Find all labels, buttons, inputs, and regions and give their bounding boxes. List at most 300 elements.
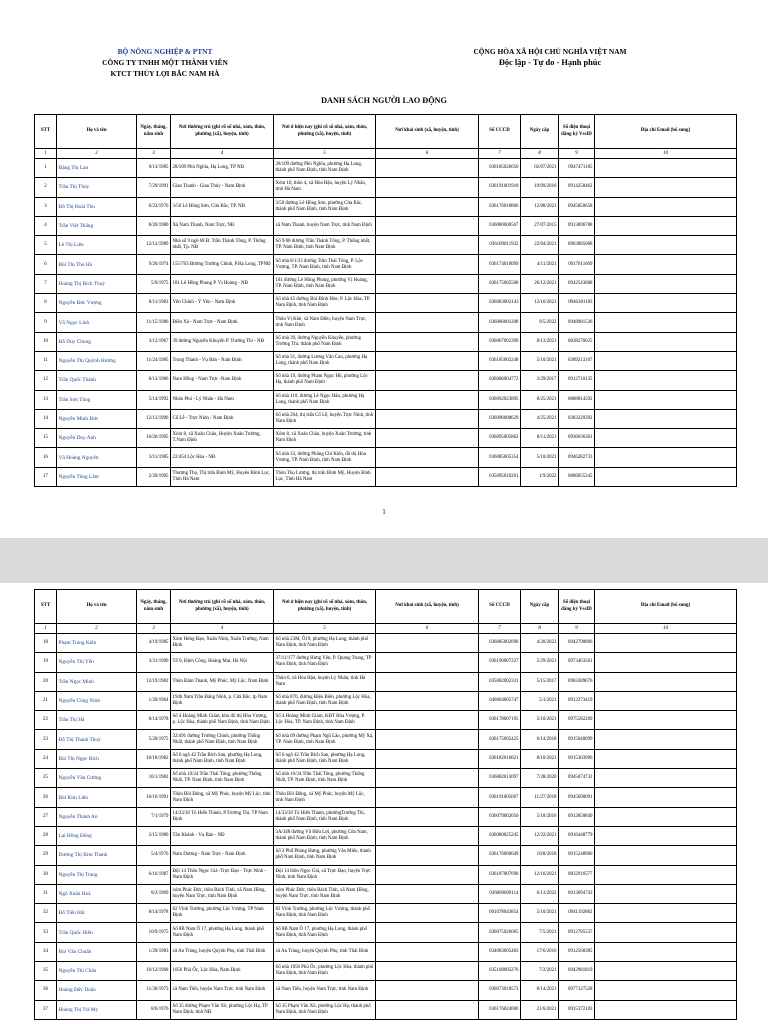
table-row bbox=[35, 826, 737, 845]
id-card-number: 036174010099 bbox=[479, 255, 521, 274]
column-number-row bbox=[35, 624, 737, 634]
table-row bbox=[35, 448, 737, 467]
email-address bbox=[595, 634, 737, 653]
column-number: 3 bbox=[137, 624, 171, 634]
id-card-number: 036095005862 bbox=[479, 429, 521, 448]
employee-name: Đỗ Duy Chung bbox=[57, 332, 137, 351]
row-number: 22 bbox=[35, 711, 57, 730]
permanent-address: 82 Vĩnh Trường, phường Lộc Vượng, TP Nam Định bbox=[171, 904, 274, 923]
table-row bbox=[35, 274, 737, 293]
birth-date: 2/15/1980 bbox=[137, 826, 171, 845]
issue-date: 26/12/2021 bbox=[521, 274, 559, 293]
organization-header bbox=[40, 46, 290, 79]
table-row bbox=[35, 313, 737, 332]
current-address: Số nhà 264, thị trấn Cổ Lễ, huyện Trực Ninh, tỉnh Nam Định bbox=[274, 409, 376, 428]
permanent-address: Nhân Phú - Lý Nhân - Hà Nam bbox=[171, 390, 274, 409]
table-row bbox=[35, 807, 737, 826]
birth-date: 12/12/1989 bbox=[137, 236, 171, 255]
table-row bbox=[35, 371, 737, 390]
birth-date: 6/16/1987 bbox=[137, 865, 171, 884]
column-header: Số CCCD bbox=[479, 590, 521, 624]
permanent-address: xã Nam Tiến, huyện Nam Trực, tỉnh Nam Định bbox=[171, 981, 274, 1000]
permanent-address: 32/491 đường Trường Chinh, phường Thống Nhất, thành phố Nam Định, tỉnh Nam Định bbox=[171, 730, 274, 749]
vssid-phone: 0913094743 bbox=[559, 884, 595, 903]
birth-date: 3/12/1967 bbox=[137, 332, 171, 351]
row-number: 4 bbox=[35, 216, 57, 235]
birth-date: 5/9/1975 bbox=[137, 274, 171, 293]
issue-date: 5/18/2016 bbox=[521, 807, 559, 826]
birth-date: 10/12/1968 bbox=[137, 962, 171, 981]
row-number: 20 bbox=[35, 672, 57, 691]
current-address: Số 2 Phố Phúng Hưng, phường Văn Miếu, thành phố Nam Định, tỉnh Nam Định bbox=[274, 846, 376, 865]
permanent-address: Xóm Hưng Đạo, Xuân Ninh, Xuân Trường, Nam Định bbox=[171, 634, 274, 653]
issue-date: 12/22/2021 bbox=[521, 826, 559, 845]
birthplace bbox=[376, 691, 479, 710]
issue-date: 6/14/2018 bbox=[521, 730, 559, 749]
row-number: 9 bbox=[35, 313, 57, 332]
current-address: Số nhà 39, đường Nguyễn Khuyến, phường Trường Thi, thành phố Nam Định bbox=[274, 332, 376, 351]
column-header: Nơi thường trú (ghi rõ số nhà, xóm, thôn, phường (xã), huyện, tỉnh) bbox=[171, 115, 274, 149]
vssid-phone: 0977127528 bbox=[559, 981, 595, 1000]
employee-name: Nguyễn Thành An bbox=[57, 807, 137, 826]
issue-date: 7/2/2021 bbox=[521, 962, 559, 981]
vssid-phone: 0946282733 bbox=[559, 448, 595, 467]
permanent-address: Giao Thanh - Giao Thủy - Nam Định bbox=[171, 178, 274, 197]
birth-date: 5/4/1976 bbox=[137, 846, 171, 865]
column-number: 1 bbox=[35, 624, 57, 634]
current-address: Số 8B Nam Ô 17, phường Hạ Long, thành phố Nam Định, tỉnh Nam Định bbox=[274, 923, 376, 942]
id-card-number: 036082013097 bbox=[479, 769, 521, 788]
current-address: Số nhà 870, đường Điện Biên, phường Lộc Hòa, thành phố Nam Định, tỉnh Nam Định bbox=[274, 691, 376, 710]
row-number: 28 bbox=[35, 826, 57, 845]
id-card-number: 035095010261 bbox=[479, 467, 521, 486]
email-address bbox=[595, 826, 737, 845]
column-number: 2 bbox=[57, 149, 137, 159]
birth-date: 6/23/1976 bbox=[137, 197, 171, 216]
employee-name: Đỗ Thị Hoài Thu bbox=[57, 197, 137, 216]
birth-date: 8/11/1983 bbox=[137, 294, 171, 313]
birth-date: 12/19/1982 bbox=[137, 672, 171, 691]
birthplace bbox=[376, 274, 479, 293]
issue-date: 7/28/2020 bbox=[521, 769, 559, 788]
vssid-phone: 0915040099 bbox=[559, 730, 595, 749]
row-number: 25 bbox=[35, 769, 57, 788]
current-address: Thôn 6, xã Hòa Hậu, huyện Lý Nhân, tỉnh Hà Nam bbox=[274, 672, 376, 691]
vssid-phone: 0963885068 bbox=[559, 236, 595, 255]
employee-name: Trần Ngọc Minh bbox=[57, 672, 137, 691]
permanent-address: 14/33/30 Tô Hiến Thành, P.Trường Thi, TP Nam Định bbox=[171, 807, 274, 826]
column-header: Nơi khai sinh (xã, huyện, tỉnh) bbox=[376, 115, 479, 149]
vssid-phone: 0912785537 bbox=[559, 923, 595, 942]
current-address: 181 đường Lê Hồng Phong, phường Vị Hoàng, TP. Nam Định, tỉnh Nam Định bbox=[274, 274, 376, 293]
vssid-phone: 0917611669 bbox=[559, 255, 595, 274]
vssid-phone: 0975582269 bbox=[559, 711, 595, 730]
column-header: Ngày, tháng, năm sinh bbox=[137, 590, 171, 624]
employee-name: Dương Thị Kim Thanh bbox=[57, 846, 137, 865]
column-number-row bbox=[35, 149, 737, 159]
employee-name: Nguyễn Công Ninh bbox=[57, 691, 137, 710]
email-address bbox=[595, 274, 737, 293]
email-address bbox=[595, 981, 737, 1000]
id-card-number: 036080000567 bbox=[479, 216, 521, 235]
column-number: 9 bbox=[559, 149, 595, 159]
column-number: 10 bbox=[595, 149, 737, 159]
birthplace bbox=[376, 409, 479, 428]
row-number: 8 bbox=[35, 294, 57, 313]
column-header: Số điện thoại đăng ký VssID bbox=[559, 115, 595, 149]
current-address: 3A/348 đường Vũ Hữu Lợi, phường Cửa Nam, thành phố Nam Định, tỉnh Nam Định bbox=[274, 826, 376, 845]
current-address: xã Nam Thanh, huyện Nam Trực, tỉnh Nam Định bbox=[274, 216, 376, 235]
table-header-row bbox=[35, 115, 737, 149]
row-number: 29 bbox=[35, 846, 57, 865]
birthplace bbox=[376, 216, 479, 235]
email-address bbox=[595, 749, 737, 768]
email-address bbox=[595, 371, 737, 390]
email-address bbox=[595, 448, 737, 467]
national-header bbox=[410, 46, 690, 68]
row-number: 15 bbox=[35, 429, 57, 448]
id-card-number: 035168005276 bbox=[479, 962, 521, 981]
birth-date: 2/20/1995 bbox=[137, 467, 171, 486]
vssid-phone: 0942543688 bbox=[559, 274, 595, 293]
birth-date: 1/20/1964 bbox=[137, 691, 171, 710]
issue-date: 21/6/2021 bbox=[521, 1000, 559, 1019]
employee-name: Phạm Trung Kiên bbox=[57, 634, 137, 653]
row-number: 7 bbox=[35, 274, 57, 293]
id-card-number: 036073018573 bbox=[479, 981, 521, 1000]
permanent-address: Thôn Đám Thanh, Mỹ Phúc, Mỹ Lộc, Nam Định bbox=[171, 672, 274, 691]
table-row bbox=[35, 178, 737, 197]
current-address: Thôn Bồi Đông, xã Mỹ Phúc, huyện Mỹ Lộc, tỉnh Nam Định bbox=[274, 788, 376, 807]
employee-name: Trần Sơn Tùng bbox=[57, 390, 137, 409]
row-number: 35 bbox=[35, 962, 57, 981]
current-address: Số nhà 8/1/33 đường Trần Thái Tông, P. Lộc Vượng, TP. Nam Định, tỉnh Nam Định bbox=[274, 255, 376, 274]
employee-name: Nguyễn Duy Anh bbox=[57, 429, 137, 448]
row-number: 33 bbox=[35, 923, 57, 942]
vssid-phone: 0942700866 bbox=[559, 634, 595, 653]
permanent-address: 39 đường Nguyễn Khuyến P. Trường Thi - NĐ bbox=[171, 332, 274, 351]
id-card-number: 036069009114 bbox=[479, 884, 521, 903]
table-row bbox=[35, 942, 737, 961]
birthplace bbox=[376, 904, 479, 923]
issue-date: 8/11/2021 bbox=[521, 429, 559, 448]
row-number: 10 bbox=[35, 332, 57, 351]
row-number: 34 bbox=[35, 942, 57, 961]
birth-date: 11/24/1985 bbox=[137, 351, 171, 370]
row-number: 26 bbox=[35, 788, 57, 807]
issue-date: 5/10/2021 bbox=[521, 904, 559, 923]
employee-name: Nguyễn Thị Trang bbox=[57, 865, 137, 884]
issue-date: 19/09/2016 bbox=[521, 178, 559, 197]
vssid-phone: 0945074732 bbox=[559, 769, 595, 788]
column-number: 9 bbox=[559, 624, 595, 634]
permanent-address: Yên Chính - Ý Yên - Nam Định bbox=[171, 294, 274, 313]
id-card-number: 036182016621 bbox=[479, 749, 521, 768]
page-number: 1 bbox=[382, 508, 386, 516]
employee-name: Trần Thị Hà bbox=[57, 711, 137, 730]
email-address bbox=[595, 236, 737, 255]
id-card-number: 034083005483 bbox=[479, 942, 521, 961]
birth-date: 12/13/1996 bbox=[137, 409, 171, 428]
column-header: Nơi ở hiện nay (ghi rõ số nhà, xóm, thôn, phường (xã), huyện, tỉnh) bbox=[274, 590, 376, 624]
email-address bbox=[595, 730, 737, 749]
row-number: 32 bbox=[35, 904, 57, 923]
email-address bbox=[595, 159, 737, 178]
employee-name: Lê Thị Liên bbox=[57, 236, 137, 255]
employee-name: Lại Hồng Đông bbox=[57, 826, 137, 845]
table-row bbox=[35, 865, 737, 884]
column-number: 4 bbox=[171, 624, 274, 634]
email-address bbox=[595, 962, 737, 981]
permanent-address: 181 Lê Hồng Phong P. Vị Hoàng - NĐ bbox=[171, 274, 274, 293]
birthplace bbox=[376, 371, 479, 390]
row-number: 3 bbox=[35, 197, 57, 216]
birthplace bbox=[376, 788, 479, 807]
table-row bbox=[35, 923, 737, 942]
employee-name: Hoàng Đức Doãn bbox=[57, 981, 137, 1000]
company-name-line1: CÔNG TY TNHH MỘT THÀNH VIÊN bbox=[102, 58, 228, 67]
table-row bbox=[35, 884, 737, 903]
birthplace bbox=[376, 769, 479, 788]
email-address bbox=[595, 332, 737, 351]
birth-date: 8/14/1978 bbox=[137, 904, 171, 923]
issue-date: 02/07/2021 bbox=[521, 159, 559, 178]
birthplace bbox=[376, 197, 479, 216]
table-row bbox=[35, 962, 737, 981]
employee-name: Nguyễn Minh Đức bbox=[57, 409, 137, 428]
email-address bbox=[595, 769, 737, 788]
current-address: xã An Tràng, huyện Quỳnh Phụ, tỉnh Thái Bình bbox=[274, 942, 376, 961]
table-row bbox=[35, 429, 737, 448]
vssid-phone: 0942981819 bbox=[559, 962, 595, 981]
id-card-number: 036085002696 bbox=[479, 634, 521, 653]
permanent-address: 22/454 Lộc Hòa - NĐ bbox=[171, 448, 274, 467]
vssid-phone: 0838270025 bbox=[559, 332, 595, 351]
column-header: STT bbox=[35, 590, 57, 624]
current-address: 28/109 đường Phù Nghĩa, phường Hạ Long, thành phố Nam Định, tỉnh Nam Định bbox=[274, 159, 376, 178]
row-number: 12 bbox=[35, 371, 57, 390]
issue-date: 3/29/2017 bbox=[521, 371, 559, 390]
id-card-number: 036185026650 bbox=[479, 159, 521, 178]
employee-name: Trần Thị Thúy bbox=[57, 178, 137, 197]
employee-name: Vũ Ngọc Linh bbox=[57, 313, 137, 332]
permanent-address: Số 4 Hoàng Minh Giám, khu đô thị Hòa Vượng, p. Lộc Hòa, thành phố Nam Định, tỉnh Nam Định bbox=[171, 711, 274, 730]
issue-date: 7/5/2021 bbox=[521, 923, 559, 942]
email-address bbox=[595, 942, 737, 961]
row-number: 37 bbox=[35, 1000, 57, 1019]
issue-date: 4/20/2023 bbox=[521, 634, 559, 653]
column-header: Ngày cấp bbox=[521, 590, 559, 624]
issue-date: 27/07/2015 bbox=[521, 216, 559, 235]
row-number: 13 bbox=[35, 390, 57, 409]
birthplace bbox=[376, 159, 479, 178]
id-card-number: 036185002248 bbox=[479, 351, 521, 370]
row-number: 14 bbox=[35, 409, 57, 428]
current-address: Số nhà 19, đường Phạm Ngọc Hồ, phường Lộc Hạ, thành phố Nam Định bbox=[274, 371, 376, 390]
row-number: 2 bbox=[35, 178, 57, 197]
email-address bbox=[595, 788, 737, 807]
issue-date: 5/1/2021 bbox=[521, 691, 559, 710]
table-header-row bbox=[35, 590, 737, 624]
vssid-phone: 0948981536 bbox=[559, 313, 595, 332]
email-address bbox=[595, 711, 737, 730]
vssid-phone: 0973463561 bbox=[559, 653, 595, 672]
employee-name: Đỗ Thị Thanh Thuỷ bbox=[57, 730, 137, 749]
column-number: 8 bbox=[521, 624, 559, 634]
vssid-phone: 0915303996 bbox=[559, 749, 595, 768]
vssid-phone: 0912273419 bbox=[559, 691, 595, 710]
id-card-number: 036067002399 bbox=[479, 332, 521, 351]
column-header: STT bbox=[35, 115, 57, 149]
column-number: 6 bbox=[376, 149, 479, 159]
vssid-phone: 0936036301 bbox=[559, 429, 595, 448]
id-card-number: 036187007690 bbox=[479, 865, 521, 884]
email-address bbox=[595, 197, 737, 216]
id-card-number: 036176018866 bbox=[479, 197, 521, 216]
birthplace bbox=[376, 923, 479, 942]
permanent-address: Số nhà 10/34 Trần Thái Tông, phường Thống Nhất, TP. Nam Định, tỉnh Nam Định bbox=[171, 769, 274, 788]
current-address: Thôn Thọ Lương, thị trấn Bình Mỹ, Huyện Bình Lục, Tỉnh Hà Nam bbox=[274, 467, 376, 486]
email-address bbox=[595, 216, 737, 235]
issue-date: 5/10/2021 bbox=[521, 711, 559, 730]
table-row bbox=[35, 332, 737, 351]
table-row bbox=[35, 672, 737, 691]
birth-date: 5/14/1992 bbox=[137, 390, 171, 409]
row-number: 18 bbox=[35, 634, 57, 653]
row-number: 36 bbox=[35, 981, 57, 1000]
birth-date: 7/29/1991 bbox=[137, 178, 171, 197]
id-card-number: 036176006649 bbox=[479, 846, 521, 865]
birth-date: 10/1/1982 bbox=[137, 769, 171, 788]
employee-name: Trần Quốc Thành bbox=[57, 371, 137, 390]
company-name-line2: KTCT THỦY LỢI BẮC NAM HÀ bbox=[110, 69, 220, 78]
row-number: 16 bbox=[35, 448, 57, 467]
issue-date: 6/13/2022 bbox=[521, 884, 559, 903]
current-address: Thôn Vị Khê, xã Nam Điền, huyện Nam Trực, tỉnh Nam Định bbox=[274, 313, 376, 332]
birthplace bbox=[376, 730, 479, 749]
birthplace bbox=[376, 962, 479, 981]
table-body-page-2 bbox=[35, 634, 737, 1020]
id-card-number: 036176024006 bbox=[479, 1000, 521, 1019]
current-address: Số nhà 31, đường Lương Văn Can, phường Hạ Long, thành phố Nam Định bbox=[274, 351, 376, 370]
table-row bbox=[35, 255, 737, 274]
birthplace bbox=[376, 672, 479, 691]
column-number: 8 bbox=[521, 149, 559, 159]
issue-date: 5/15/2017 bbox=[521, 672, 559, 691]
document-page-2 bbox=[0, 583, 768, 1024]
current-address: Xóm 10, thôn 4, xã Hòa Hậu, huyện Lý Nhân, tỉnh Hà Nam bbox=[274, 178, 376, 197]
vssid-phone: 0832916577 bbox=[559, 865, 595, 884]
permanent-address: Trung Thành - Vụ Bản - Nam Định bbox=[171, 351, 274, 370]
current-address: Số nhà 32, đường Phùng Chí Kiên, đô thị Hòa Vượng, TP. Nam Định, tỉnh Nam Định bbox=[274, 448, 376, 467]
employee-name: Trần Việt Thắng bbox=[57, 216, 137, 235]
permanent-address: Đội 14 Thôn Ngọc Giá -Trực Đạo - Trực Ninh - Nam Định bbox=[171, 865, 274, 884]
employee-name: Đặng Thị Lan bbox=[57, 159, 137, 178]
employee-name: Nguyễn Đức Vượng bbox=[57, 294, 137, 313]
vssid-phone: 0912710135 bbox=[559, 371, 595, 390]
birthplace bbox=[376, 313, 479, 332]
column-header: Địa chỉ Email (bổ sung) bbox=[595, 590, 737, 624]
id-card-number: 035082002331 bbox=[479, 672, 521, 691]
employee-name: Hoàng Thị Trà My bbox=[57, 1000, 137, 1019]
issue-date: 12/08/2021 bbox=[521, 197, 559, 216]
current-address: Số nhà 23M, Ô19, phường Hạ Long, thành phố Nam Định, tỉnh Nam Định bbox=[274, 634, 376, 653]
birth-date: 4/19/1985 bbox=[137, 634, 171, 653]
vssid-phone: 0914258462 bbox=[559, 178, 595, 197]
birthplace bbox=[376, 1000, 479, 1019]
column-header: Nơi khai sinh (xã, huyện, tỉnh) bbox=[376, 590, 479, 624]
id-card-number: 036080025245 bbox=[479, 826, 521, 845]
birth-date: 10/16/1991 bbox=[137, 788, 171, 807]
permanent-address: Xã Nam Thanh, Nam Trực, NĐ bbox=[171, 216, 274, 235]
id-card-number: 036178007195 bbox=[479, 711, 521, 730]
email-address bbox=[595, 467, 737, 486]
current-address: 82 Vĩnh Trường, phường Lộc Vượng, thành phố Nam Định, tỉnh Nam Định bbox=[274, 904, 376, 923]
birthplace bbox=[376, 884, 479, 903]
issue-date: 8/14/2021 bbox=[521, 981, 559, 1000]
current-address: Số nhà 69 đường Phạm Ngũ Lão, phường Mỹ Xá, TP. Nam Định, tỉnh Nam Định bbox=[274, 730, 376, 749]
email-address bbox=[595, 294, 737, 313]
birth-date: 8/14/1978 bbox=[137, 711, 171, 730]
permanent-address: Tổ 9, Định Công, Hoàng Mai, Hà Nội bbox=[171, 653, 274, 672]
employee-name: Bùi Kim Liên bbox=[57, 788, 137, 807]
column-number: 2 bbox=[57, 624, 137, 634]
employee-name: Bùi Thị Thu Hà bbox=[57, 255, 137, 274]
id-card-number: 036191001918 bbox=[479, 178, 521, 197]
table-row bbox=[35, 691, 737, 710]
id-card-number: 036092023895 bbox=[479, 390, 521, 409]
birth-date: 11/30/1973 bbox=[137, 981, 171, 1000]
email-address bbox=[595, 691, 737, 710]
vssid-phone: 0913896788 bbox=[559, 216, 595, 235]
permanent-address: Nam Hồng - Nam Trực -Nam Định bbox=[171, 371, 274, 390]
employee-name: Trần Quốc Hiển bbox=[57, 923, 137, 942]
birthplace bbox=[376, 826, 479, 845]
permanent-address: Tân Khánh - Vụ Bản - NĐ bbox=[171, 826, 274, 845]
birthplace bbox=[376, 429, 479, 448]
birthplace bbox=[376, 390, 479, 409]
permanent-address: Xóm 8, xã Xuân Châu, Huyện Xuân Trường, T.Nam Định bbox=[171, 429, 274, 448]
table-row bbox=[35, 788, 737, 807]
employee-name: Nguyễn Tùng Lâm bbox=[57, 467, 137, 486]
email-address bbox=[595, 807, 737, 826]
permanent-address: Nhà số 9 ngõ 68 Đ. Trần Thánh Tông, P. Thống nhất, Tp. NĐ bbox=[171, 236, 274, 255]
birthplace bbox=[376, 178, 479, 197]
table-row bbox=[35, 846, 737, 865]
employee-table-page-2 bbox=[34, 589, 737, 1020]
issue-date: 12/16/2021 bbox=[521, 294, 559, 313]
current-address: 14/33/30 Tô Hiến Thành, phườngTrường Thi, thành phố Nam Định, tỉnh Nam Định bbox=[274, 807, 376, 826]
birth-date: 3/31/1990 bbox=[137, 653, 171, 672]
column-number: 5 bbox=[274, 624, 376, 634]
birth-date: 9/26/1974 bbox=[137, 255, 171, 274]
permanent-address: 28/109 Phù Nghĩa, Hạ Long, TP NĐ bbox=[171, 159, 274, 178]
birth-date: 8/6/1976 bbox=[137, 1000, 171, 1019]
permanent-address: xóm Phúc Đức, thôn Bách Tính, xã Nam Hồng, huyện Nam Trực, tỉnh Nam Định bbox=[171, 884, 274, 903]
email-address bbox=[595, 429, 737, 448]
permanent-address: xã An Tràng, huyện Quỳnh Phụ, tỉnh Thái Bình bbox=[171, 942, 274, 961]
employee-table-page-1 bbox=[34, 114, 737, 487]
row-number: 19 bbox=[35, 653, 57, 672]
email-address bbox=[595, 351, 737, 370]
birthplace bbox=[376, 807, 479, 826]
birthplace bbox=[376, 255, 479, 274]
birth-date: 9/13/1985 bbox=[137, 159, 171, 178]
table-row bbox=[35, 730, 737, 749]
current-address: Số 35 Phạm Văn Xô, phường Lộc Hạ, thành phố Nam Định, tỉnh Nam Định bbox=[274, 1000, 376, 1019]
id-card-number: 036175005508 bbox=[479, 274, 521, 293]
issue-date: 4/25/2021 bbox=[521, 409, 559, 428]
